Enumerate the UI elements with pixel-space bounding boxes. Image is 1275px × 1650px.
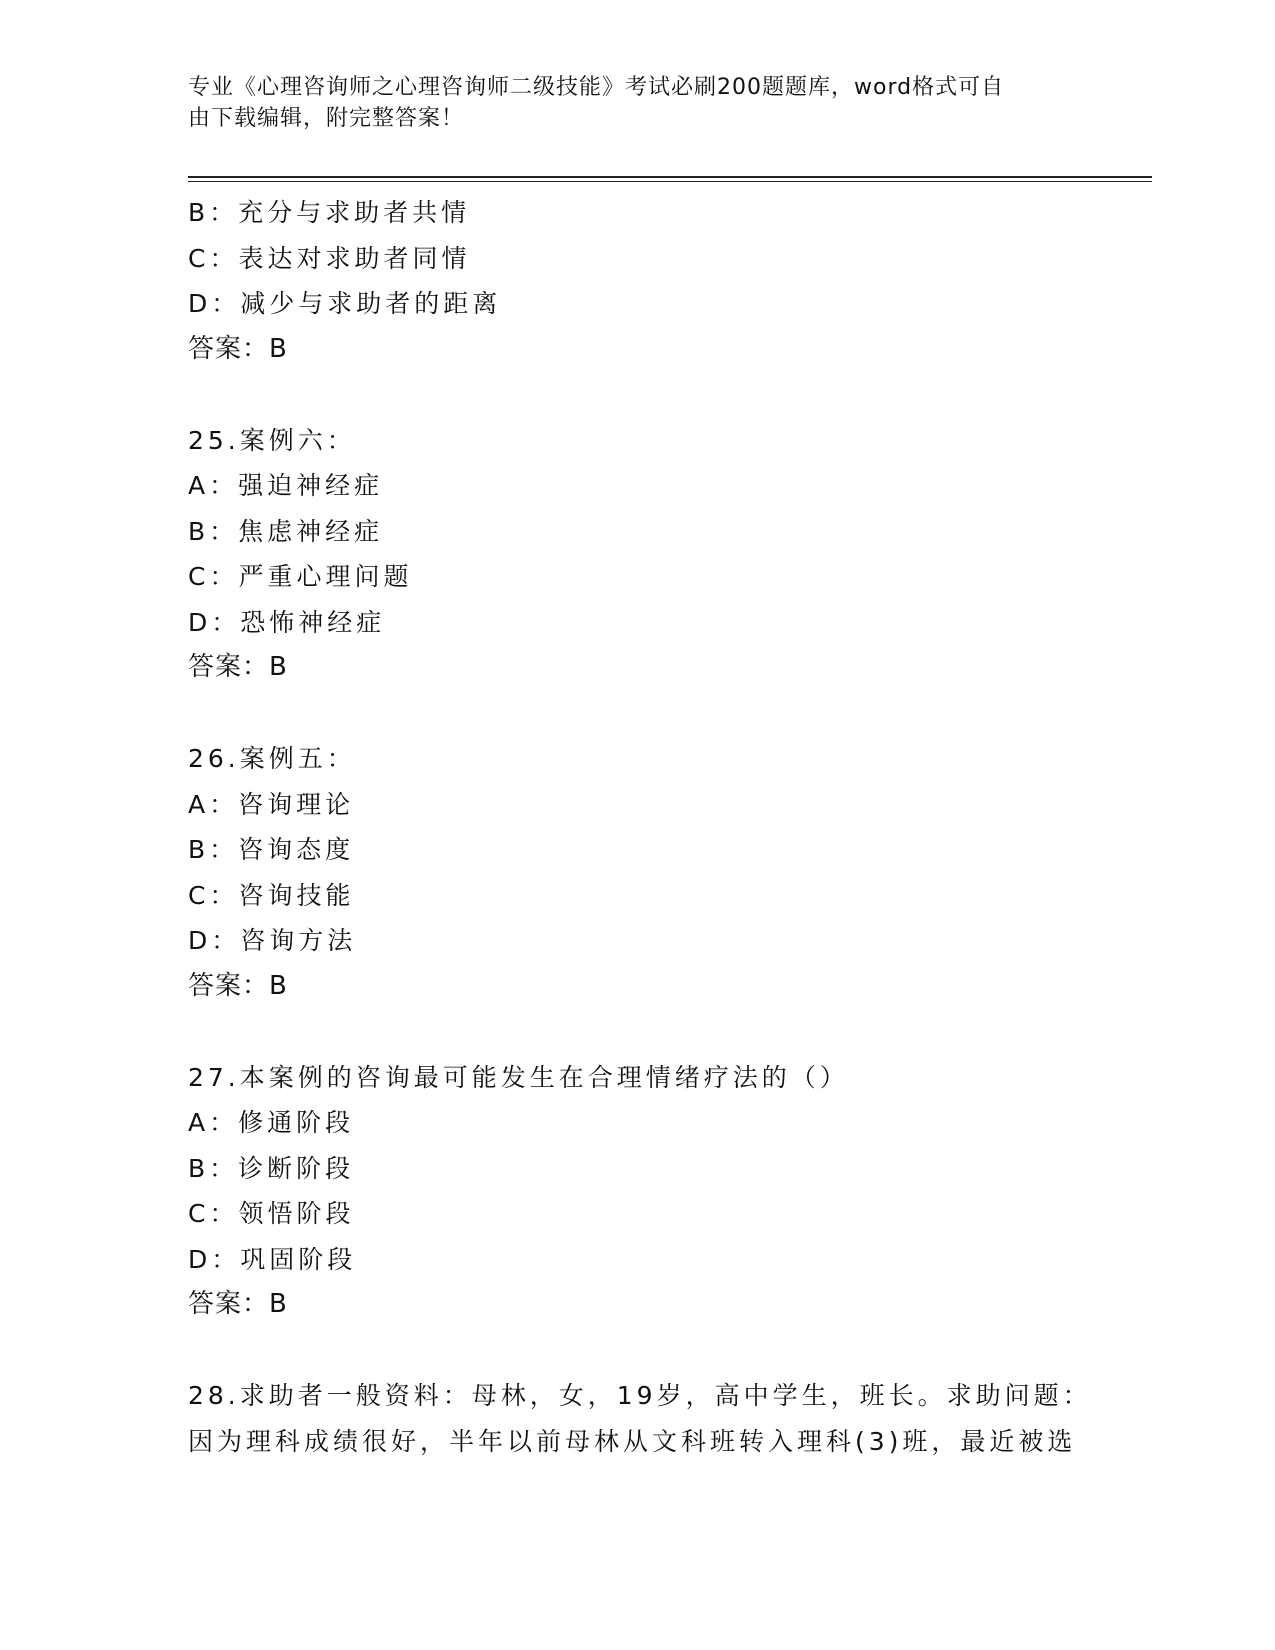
- option-d: D：恐怖神经症: [188, 607, 386, 637]
- spacer: [188, 372, 1088, 418]
- question-fragment: [188, 190, 1088, 372]
- option-b: B：咨询态度: [188, 835, 355, 864]
- question-stem: 25.案例六：: [188, 425, 356, 455]
- question-stem-line-1: 28.求助者一般资料：母林，女，19岁，高中学生，班长。求助问题：: [188, 1381, 1092, 1410]
- option-d: D：巩固阶段: [188, 1244, 357, 1274]
- question-stem: 26.案例五：: [188, 744, 356, 773]
- question-28: [188, 1373, 1092, 1464]
- option-a: A：咨询理论: [188, 789, 355, 819]
- answer: 答案：B: [188, 970, 288, 1001]
- answer: 答案：B: [188, 333, 288, 364]
- header-line-1: 专业《心理咨询师之心理咨询师二级技能》考试必刷200题题库，word格式可自: [188, 75, 1005, 100]
- option-b: B：充分与求助者共情: [188, 198, 471, 227]
- option-d: D：咨询方法: [188, 926, 357, 955]
- option-c: C：领悟阶段: [188, 1199, 355, 1228]
- question-25: [188, 418, 1088, 691]
- header-divider-thick: [188, 176, 1152, 178]
- question-26: [188, 736, 1088, 1009]
- option-b: B：焦虑神经症: [188, 516, 384, 546]
- option-d: D：减少与求助者的距离: [188, 289, 502, 318]
- option-b: B：诊断阶段: [188, 1153, 355, 1183]
- answer: 答案：B: [188, 1289, 288, 1319]
- document-header: [188, 72, 1068, 134]
- option-a: A：强迫神经症: [188, 471, 384, 500]
- header-line-2: 由下载编辑，附完整答案！: [188, 106, 465, 131]
- question-stem: 27.本案例的咨询最可能发生在合理情绪疗法的（）: [188, 1062, 849, 1092]
- spacer: [188, 691, 1088, 737]
- answer: 答案：B: [188, 652, 288, 682]
- option-c: C：严重心理问题: [188, 562, 413, 591]
- option-a: A：修通阶段: [188, 1108, 355, 1137]
- header-divider-thin: [188, 181, 1152, 182]
- spacer: [188, 1328, 1088, 1374]
- spacer: [188, 1009, 1088, 1055]
- option-c: C：咨询技能: [188, 880, 355, 910]
- question-stem-line-2: 因为理科成绩很好，半年以前母林从文科班转入理科(3)班，最近被选: [188, 1426, 1077, 1456]
- question-list: [188, 190, 1092, 1464]
- option-c: C：表达对求助者同情: [188, 243, 471, 273]
- question-27: [188, 1055, 1088, 1328]
